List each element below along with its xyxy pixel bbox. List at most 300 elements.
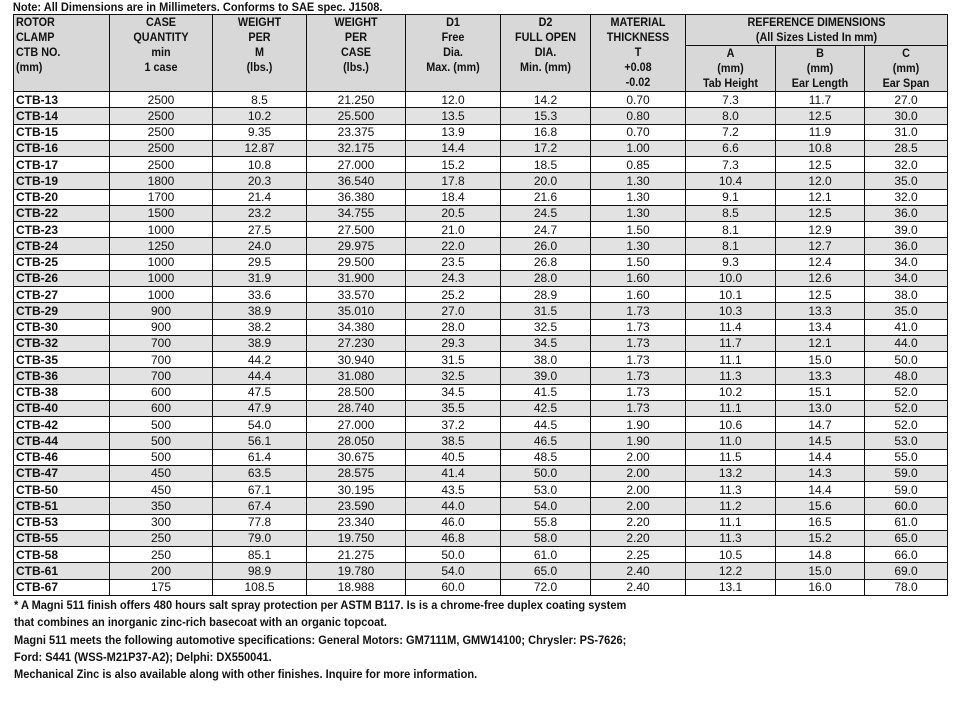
cell-ctb-no: CTB-20 bbox=[14, 189, 110, 205]
cell-case-quantity: 1700 bbox=[110, 189, 213, 205]
cell-d2-full-open-dia: 54.0 bbox=[501, 498, 591, 514]
cell-material-thickness: 0.80 bbox=[591, 108, 686, 124]
cell-weight-per-m: 20.3 bbox=[213, 173, 307, 189]
cell-c-ear-span: 66.0 bbox=[865, 547, 948, 563]
cell-b-ear-length: 11.7 bbox=[776, 92, 865, 108]
header-reference-dimensions: REFERENCE DIMENSIONS (All Sizes Listed In mm) bbox=[686, 15, 948, 46]
cell-b-ear-length: 12.6 bbox=[776, 270, 865, 286]
table-row bbox=[14, 465, 948, 481]
cell-weight-per-m: 24.0 bbox=[213, 238, 307, 254]
table-row bbox=[14, 319, 948, 335]
cell-weight-per-m: 108.5 bbox=[213, 579, 307, 595]
cell-weight-per-m: 47.9 bbox=[213, 400, 307, 416]
cell-c-ear-span: 52.0 bbox=[865, 384, 948, 400]
cell-a-tab-height: 12.2 bbox=[686, 563, 776, 579]
cell-weight-per-m: 67.1 bbox=[213, 482, 307, 498]
cell-a-tab-height: 8.0 bbox=[686, 108, 776, 124]
cell-material-thickness: 0.85 bbox=[591, 157, 686, 173]
cell-ctb-no: CTB-53 bbox=[14, 514, 110, 530]
cell-case-quantity: 500 bbox=[110, 417, 213, 433]
cell-d1-free-dia: 60.0 bbox=[406, 579, 501, 595]
cell-a-tab-height: 10.1 bbox=[686, 287, 776, 303]
header-d2: D2 FULL OPEN DIA. Min. (mm) bbox=[501, 15, 591, 92]
cell-weight-per-m: 79.0 bbox=[213, 530, 307, 546]
cell-b-ear-length: 15.0 bbox=[776, 352, 865, 368]
cell-a-tab-height: 11.4 bbox=[686, 319, 776, 335]
cell-c-ear-span: 32.0 bbox=[865, 189, 948, 205]
cell-b-ear-length: 11.9 bbox=[776, 124, 865, 140]
cell-case-quantity: 2500 bbox=[110, 108, 213, 124]
cell-d1-free-dia: 22.0 bbox=[406, 238, 501, 254]
footnote-line: Magni 511 meets the following automotive specifications: General Motors: GM7111M, GMW14100; Chrysler: PS-7626; bbox=[14, 632, 627, 647]
cell-a-tab-height: 10.4 bbox=[686, 173, 776, 189]
cell-a-tab-height: 10.0 bbox=[686, 270, 776, 286]
table-row bbox=[14, 335, 948, 351]
cell-c-ear-span: 38.0 bbox=[865, 287, 948, 303]
cell-c-ear-span: 34.0 bbox=[865, 270, 948, 286]
cell-ctb-no: CTB-36 bbox=[14, 368, 110, 384]
cell-d1-free-dia: 43.5 bbox=[406, 482, 501, 498]
cell-weight-per-case: 30.195 bbox=[307, 482, 406, 498]
cell-d2-full-open-dia: 41.5 bbox=[501, 384, 591, 400]
table-row bbox=[14, 205, 948, 221]
rotor-clamp-table bbox=[13, 14, 948, 596]
cell-b-ear-length: 12.7 bbox=[776, 238, 865, 254]
cell-weight-per-case: 29.500 bbox=[307, 254, 406, 270]
cell-case-quantity: 1500 bbox=[110, 205, 213, 221]
cell-material-thickness: 1.90 bbox=[591, 417, 686, 433]
cell-a-tab-height: 6.6 bbox=[686, 140, 776, 156]
cell-weight-per-case: 35.010 bbox=[307, 303, 406, 319]
table-row bbox=[14, 352, 948, 368]
cell-case-quantity: 1000 bbox=[110, 287, 213, 303]
cell-a-tab-height: 11.3 bbox=[686, 482, 776, 498]
table-row bbox=[14, 189, 948, 205]
cell-d2-full-open-dia: 28.9 bbox=[501, 287, 591, 303]
cell-material-thickness: 1.90 bbox=[591, 433, 686, 449]
table-row bbox=[14, 140, 948, 156]
cell-weight-per-case: 19.780 bbox=[307, 563, 406, 579]
cell-ctb-no: CTB-35 bbox=[14, 352, 110, 368]
cell-a-tab-height: 8.1 bbox=[686, 238, 776, 254]
cell-c-ear-span: 78.0 bbox=[865, 579, 948, 595]
table-row bbox=[14, 287, 948, 303]
cell-b-ear-length: 12.1 bbox=[776, 189, 865, 205]
cell-weight-per-case: 28.050 bbox=[307, 433, 406, 449]
cell-d2-full-open-dia: 61.0 bbox=[501, 547, 591, 563]
cell-c-ear-span: 48.0 bbox=[865, 368, 948, 384]
cell-d1-free-dia: 44.0 bbox=[406, 498, 501, 514]
cell-d2-full-open-dia: 21.6 bbox=[501, 189, 591, 205]
cell-weight-per-m: 54.0 bbox=[213, 417, 307, 433]
cell-weight-per-case: 27.500 bbox=[307, 222, 406, 238]
cell-b-ear-length: 15.6 bbox=[776, 498, 865, 514]
cell-d1-free-dia: 15.2 bbox=[406, 157, 501, 173]
header-b-ear-length: B (mm) Ear Length bbox=[776, 46, 865, 92]
cell-b-ear-length: 15.0 bbox=[776, 563, 865, 579]
table-row bbox=[14, 384, 948, 400]
table-row bbox=[14, 433, 948, 449]
cell-a-tab-height: 11.2 bbox=[686, 498, 776, 514]
table-row bbox=[14, 400, 948, 416]
cell-case-quantity: 250 bbox=[110, 547, 213, 563]
cell-case-quantity: 175 bbox=[110, 579, 213, 595]
cell-case-quantity: 700 bbox=[110, 335, 213, 351]
dimensions-note: Note: All Dimensions are in Millimeters. Conforms to SAE spec. J1508. bbox=[12, 0, 383, 14]
cell-weight-per-case: 21.250 bbox=[307, 92, 406, 108]
cell-b-ear-length: 12.5 bbox=[776, 287, 865, 303]
cell-case-quantity: 450 bbox=[110, 465, 213, 481]
cell-d2-full-open-dia: 44.5 bbox=[501, 417, 591, 433]
table-row bbox=[14, 514, 948, 530]
table-row bbox=[14, 579, 948, 595]
cell-c-ear-span: 35.0 bbox=[865, 173, 948, 189]
cell-c-ear-span: 36.0 bbox=[865, 205, 948, 221]
cell-case-quantity: 500 bbox=[110, 433, 213, 449]
cell-a-tab-height: 11.3 bbox=[686, 368, 776, 384]
cell-material-thickness: 1.73 bbox=[591, 335, 686, 351]
cell-weight-per-m: 27.5 bbox=[213, 222, 307, 238]
cell-d1-free-dia: 46.8 bbox=[406, 530, 501, 546]
cell-case-quantity: 1000 bbox=[110, 254, 213, 270]
cell-b-ear-length: 12.9 bbox=[776, 222, 865, 238]
cell-weight-per-case: 30.675 bbox=[307, 449, 406, 465]
table-row bbox=[14, 222, 948, 238]
cell-d2-full-open-dia: 65.0 bbox=[501, 563, 591, 579]
cell-weight-per-case: 28.575 bbox=[307, 465, 406, 481]
cell-d2-full-open-dia: 31.5 bbox=[501, 303, 591, 319]
cell-weight-per-case: 21.275 bbox=[307, 547, 406, 563]
cell-c-ear-span: 36.0 bbox=[865, 238, 948, 254]
cell-case-quantity: 1800 bbox=[110, 173, 213, 189]
cell-weight-per-m: 47.5 bbox=[213, 384, 307, 400]
cell-d1-free-dia: 32.5 bbox=[406, 368, 501, 384]
cell-c-ear-span: 50.0 bbox=[865, 352, 948, 368]
cell-material-thickness: 2.25 bbox=[591, 547, 686, 563]
cell-material-thickness: 2.00 bbox=[591, 465, 686, 481]
header-material-thickness: MATERIAL THICKNESS T +0.08 -0.02 bbox=[591, 15, 686, 92]
cell-d1-free-dia: 31.5 bbox=[406, 352, 501, 368]
cell-weight-per-case: 34.755 bbox=[307, 205, 406, 221]
table-row bbox=[14, 303, 948, 319]
cell-case-quantity: 2500 bbox=[110, 92, 213, 108]
header-c-ear-span: C (mm) Ear Span bbox=[865, 46, 948, 92]
cell-d1-free-dia: 34.5 bbox=[406, 384, 501, 400]
cell-c-ear-span: 53.0 bbox=[865, 433, 948, 449]
cell-d1-free-dia: 40.5 bbox=[406, 449, 501, 465]
cell-weight-per-case: 28.740 bbox=[307, 400, 406, 416]
cell-a-tab-height: 8.1 bbox=[686, 222, 776, 238]
cell-c-ear-span: 52.0 bbox=[865, 417, 948, 433]
cell-material-thickness: 1.73 bbox=[591, 384, 686, 400]
cell-material-thickness: 2.40 bbox=[591, 579, 686, 595]
cell-weight-per-m: 12.87 bbox=[213, 140, 307, 156]
cell-c-ear-span: 32.0 bbox=[865, 157, 948, 173]
cell-a-tab-height: 11.1 bbox=[686, 514, 776, 530]
cell-b-ear-length: 14.7 bbox=[776, 417, 865, 433]
cell-ctb-no: CTB-25 bbox=[14, 254, 110, 270]
cell-material-thickness: 1.50 bbox=[591, 254, 686, 270]
cell-weight-per-m: 8.5 bbox=[213, 92, 307, 108]
cell-c-ear-span: 28.5 bbox=[865, 140, 948, 156]
cell-ctb-no: CTB-67 bbox=[14, 579, 110, 595]
cell-d2-full-open-dia: 72.0 bbox=[501, 579, 591, 595]
cell-b-ear-length: 13.3 bbox=[776, 303, 865, 319]
cell-b-ear-length: 12.0 bbox=[776, 173, 865, 189]
cell-weight-per-case: 29.975 bbox=[307, 238, 406, 254]
table-row bbox=[14, 498, 948, 514]
table-row bbox=[14, 108, 948, 124]
table-row bbox=[14, 530, 948, 546]
cell-case-quantity: 900 bbox=[110, 319, 213, 335]
cell-weight-per-m: 56.1 bbox=[213, 433, 307, 449]
cell-material-thickness: 1.73 bbox=[591, 319, 686, 335]
cell-weight-per-m: 44.4 bbox=[213, 368, 307, 384]
footnotes bbox=[0, 597, 960, 684]
cell-d1-free-dia: 46.0 bbox=[406, 514, 501, 530]
footnote-line: * A Magni 511 finish offers 480 hours salt spray protection per ASTM B117. Is is a chrome-free duplex coating system bbox=[14, 597, 627, 612]
cell-ctb-no: CTB-15 bbox=[14, 124, 110, 140]
cell-c-ear-span: 60.0 bbox=[865, 498, 948, 514]
cell-a-tab-height: 11.3 bbox=[686, 530, 776, 546]
cell-weight-per-m: 98.9 bbox=[213, 563, 307, 579]
cell-case-quantity: 200 bbox=[110, 563, 213, 579]
cell-c-ear-span: 52.0 bbox=[865, 400, 948, 416]
cell-material-thickness: 1.30 bbox=[591, 173, 686, 189]
cell-material-thickness: 2.20 bbox=[591, 530, 686, 546]
cell-c-ear-span: 59.0 bbox=[865, 482, 948, 498]
cell-d2-full-open-dia: 20.0 bbox=[501, 173, 591, 189]
cell-weight-per-m: 77.8 bbox=[213, 514, 307, 530]
footnote-line: Mechanical Zinc is also available along with other finishes. Inquire for more information. bbox=[14, 667, 478, 682]
cell-weight-per-case: 34.380 bbox=[307, 319, 406, 335]
cell-a-tab-height: 13.2 bbox=[686, 465, 776, 481]
cell-weight-per-case: 23.590 bbox=[307, 498, 406, 514]
cell-ctb-no: CTB-22 bbox=[14, 205, 110, 221]
cell-material-thickness: 1.30 bbox=[591, 238, 686, 254]
table-row bbox=[14, 417, 948, 433]
cell-c-ear-span: 61.0 bbox=[865, 514, 948, 530]
cell-b-ear-length: 12.5 bbox=[776, 205, 865, 221]
cell-c-ear-span: 44.0 bbox=[865, 335, 948, 351]
table-row bbox=[14, 124, 948, 140]
cell-a-tab-height: 8.5 bbox=[686, 205, 776, 221]
cell-d1-free-dia: 50.0 bbox=[406, 547, 501, 563]
cell-ctb-no: CTB-19 bbox=[14, 173, 110, 189]
cell-weight-per-m: 38.9 bbox=[213, 335, 307, 351]
cell-weight-per-m: 31.9 bbox=[213, 270, 307, 286]
table-row bbox=[14, 547, 948, 563]
table-row bbox=[14, 92, 948, 108]
cell-b-ear-length: 13.3 bbox=[776, 368, 865, 384]
table-row bbox=[14, 173, 948, 189]
cell-b-ear-length: 12.5 bbox=[776, 108, 865, 124]
cell-a-tab-height: 13.1 bbox=[686, 579, 776, 595]
cell-b-ear-length: 12.1 bbox=[776, 335, 865, 351]
cell-b-ear-length: 15.1 bbox=[776, 384, 865, 400]
cell-ctb-no: CTB-40 bbox=[14, 400, 110, 416]
cell-c-ear-span: 65.0 bbox=[865, 530, 948, 546]
cell-weight-per-m: 44.2 bbox=[213, 352, 307, 368]
cell-b-ear-length: 16.0 bbox=[776, 579, 865, 595]
cell-case-quantity: 300 bbox=[110, 514, 213, 530]
cell-material-thickness: 0.70 bbox=[591, 124, 686, 140]
cell-weight-per-m: 85.1 bbox=[213, 547, 307, 563]
cell-d1-free-dia: 13.5 bbox=[406, 108, 501, 124]
cell-case-quantity: 1250 bbox=[110, 238, 213, 254]
cell-ctb-no: CTB-50 bbox=[14, 482, 110, 498]
footnote-line: Ford: S441 (WSS-M21P37-A2); Delphi: DX550041. bbox=[14, 649, 272, 664]
cell-d1-free-dia: 25.2 bbox=[406, 287, 501, 303]
cell-d2-full-open-dia: 58.0 bbox=[501, 530, 591, 546]
cell-c-ear-span: 39.0 bbox=[865, 222, 948, 238]
cell-weight-per-case: 36.380 bbox=[307, 189, 406, 205]
cell-ctb-no: CTB-32 bbox=[14, 335, 110, 351]
cell-case-quantity: 900 bbox=[110, 303, 213, 319]
cell-d1-free-dia: 28.0 bbox=[406, 319, 501, 335]
cell-ctb-no: CTB-23 bbox=[14, 222, 110, 238]
cell-d1-free-dia: 20.5 bbox=[406, 205, 501, 221]
table-row bbox=[14, 482, 948, 498]
cell-weight-per-m: 10.2 bbox=[213, 108, 307, 124]
cell-d1-free-dia: 37.2 bbox=[406, 417, 501, 433]
cell-ctb-no: CTB-30 bbox=[14, 319, 110, 335]
cell-weight-per-case: 31.080 bbox=[307, 368, 406, 384]
cell-ctb-no: CTB-58 bbox=[14, 547, 110, 563]
cell-d2-full-open-dia: 26.0 bbox=[501, 238, 591, 254]
cell-c-ear-span: 27.0 bbox=[865, 92, 948, 108]
cell-weight-per-m: 63.5 bbox=[213, 465, 307, 481]
footnote-line: that combines an inorganic zinc-rich basecoat with an organic topcoat. bbox=[14, 615, 387, 630]
cell-case-quantity: 350 bbox=[110, 498, 213, 514]
cell-d2-full-open-dia: 17.2 bbox=[501, 140, 591, 156]
cell-case-quantity: 2500 bbox=[110, 124, 213, 140]
cell-d1-free-dia: 17.8 bbox=[406, 173, 501, 189]
cell-ctb-no: CTB-16 bbox=[14, 140, 110, 156]
cell-material-thickness: 2.00 bbox=[591, 482, 686, 498]
cell-a-tab-height: 7.3 bbox=[686, 157, 776, 173]
cell-b-ear-length: 14.8 bbox=[776, 547, 865, 563]
cell-d1-free-dia: 21.0 bbox=[406, 222, 501, 238]
cell-d2-full-open-dia: 48.5 bbox=[501, 449, 591, 465]
cell-weight-per-case: 32.175 bbox=[307, 140, 406, 156]
cell-weight-per-m: 61.4 bbox=[213, 449, 307, 465]
cell-material-thickness: 2.40 bbox=[591, 563, 686, 579]
cell-ctb-no: CTB-46 bbox=[14, 449, 110, 465]
cell-c-ear-span: 59.0 bbox=[865, 465, 948, 481]
cell-b-ear-length: 12.4 bbox=[776, 254, 865, 270]
cell-d1-free-dia: 14.4 bbox=[406, 140, 501, 156]
cell-b-ear-length: 12.5 bbox=[776, 157, 865, 173]
table-body bbox=[14, 92, 948, 596]
cell-weight-per-case: 31.900 bbox=[307, 270, 406, 286]
cell-case-quantity: 700 bbox=[110, 368, 213, 384]
cell-d2-full-open-dia: 55.8 bbox=[501, 514, 591, 530]
cell-weight-per-case: 27.000 bbox=[307, 157, 406, 173]
cell-c-ear-span: 31.0 bbox=[865, 124, 948, 140]
cell-weight-per-case: 30.940 bbox=[307, 352, 406, 368]
cell-material-thickness: 1.30 bbox=[591, 189, 686, 205]
cell-a-tab-height: 7.2 bbox=[686, 124, 776, 140]
cell-ctb-no: CTB-29 bbox=[14, 303, 110, 319]
cell-d1-free-dia: 12.0 bbox=[406, 92, 501, 108]
cell-d2-full-open-dia: 39.0 bbox=[501, 368, 591, 384]
cell-weight-per-m: 29.5 bbox=[213, 254, 307, 270]
cell-weight-per-case: 23.375 bbox=[307, 124, 406, 140]
cell-material-thickness: 2.00 bbox=[591, 498, 686, 514]
cell-weight-per-m: 21.4 bbox=[213, 189, 307, 205]
cell-ctb-no: CTB-55 bbox=[14, 530, 110, 546]
cell-weight-per-case: 18.988 bbox=[307, 579, 406, 595]
cell-d2-full-open-dia: 15.3 bbox=[501, 108, 591, 124]
cell-case-quantity: 2500 bbox=[110, 140, 213, 156]
cell-a-tab-height: 11.7 bbox=[686, 335, 776, 351]
cell-d2-full-open-dia: 38.0 bbox=[501, 352, 591, 368]
cell-weight-per-m: 38.2 bbox=[213, 319, 307, 335]
cell-case-quantity: 450 bbox=[110, 482, 213, 498]
cell-d2-full-open-dia: 14.2 bbox=[501, 92, 591, 108]
cell-material-thickness: 1.73 bbox=[591, 352, 686, 368]
cell-d2-full-open-dia: 16.8 bbox=[501, 124, 591, 140]
cell-case-quantity: 700 bbox=[110, 352, 213, 368]
cell-d2-full-open-dia: 34.5 bbox=[501, 335, 591, 351]
cell-a-tab-height: 11.1 bbox=[686, 400, 776, 416]
cell-case-quantity: 250 bbox=[110, 530, 213, 546]
cell-material-thickness: 0.70 bbox=[591, 92, 686, 108]
cell-c-ear-span: 55.0 bbox=[865, 449, 948, 465]
header-a-tab-height: A (mm) Tab Height bbox=[686, 46, 776, 92]
cell-weight-per-m: 23.2 bbox=[213, 205, 307, 221]
cell-material-thickness: 1.60 bbox=[591, 287, 686, 303]
cell-a-tab-height: 11.5 bbox=[686, 449, 776, 465]
cell-b-ear-length: 14.4 bbox=[776, 482, 865, 498]
header-d1: D1 Free Dia. Max. (mm) bbox=[406, 15, 501, 92]
table-row bbox=[14, 270, 948, 286]
cell-d2-full-open-dia: 42.5 bbox=[501, 400, 591, 416]
cell-d1-free-dia: 27.0 bbox=[406, 303, 501, 319]
cell-weight-per-m: 67.4 bbox=[213, 498, 307, 514]
cell-a-tab-height: 10.2 bbox=[686, 384, 776, 400]
cell-d2-full-open-dia: 32.5 bbox=[501, 319, 591, 335]
cell-d2-full-open-dia: 24.5 bbox=[501, 205, 591, 221]
cell-d2-full-open-dia: 53.0 bbox=[501, 482, 591, 498]
cell-b-ear-length: 14.3 bbox=[776, 465, 865, 481]
cell-weight-per-case: 19.750 bbox=[307, 530, 406, 546]
cell-case-quantity: 500 bbox=[110, 449, 213, 465]
cell-material-thickness: 1.73 bbox=[591, 303, 686, 319]
cell-d2-full-open-dia: 26.8 bbox=[501, 254, 591, 270]
cell-d2-full-open-dia: 18.5 bbox=[501, 157, 591, 173]
cell-ctb-no: CTB-38 bbox=[14, 384, 110, 400]
header-case-quantity: CASE QUANTITY min 1 case bbox=[110, 15, 213, 92]
cell-a-tab-height: 9.1 bbox=[686, 189, 776, 205]
cell-weight-per-case: 23.340 bbox=[307, 514, 406, 530]
cell-d2-full-open-dia: 24.7 bbox=[501, 222, 591, 238]
cell-b-ear-length: 15.2 bbox=[776, 530, 865, 546]
cell-ctb-no: CTB-47 bbox=[14, 465, 110, 481]
cell-ctb-no: CTB-51 bbox=[14, 498, 110, 514]
cell-a-tab-height: 10.6 bbox=[686, 417, 776, 433]
cell-ctb-no: CTB-14 bbox=[14, 108, 110, 124]
cell-weight-per-m: 38.9 bbox=[213, 303, 307, 319]
table-row bbox=[14, 449, 948, 465]
cell-b-ear-length: 10.8 bbox=[776, 140, 865, 156]
cell-c-ear-span: 69.0 bbox=[865, 563, 948, 579]
cell-case-quantity: 2500 bbox=[110, 157, 213, 173]
cell-c-ear-span: 34.0 bbox=[865, 254, 948, 270]
cell-a-tab-height: 10.3 bbox=[686, 303, 776, 319]
cell-a-tab-height: 11.0 bbox=[686, 433, 776, 449]
